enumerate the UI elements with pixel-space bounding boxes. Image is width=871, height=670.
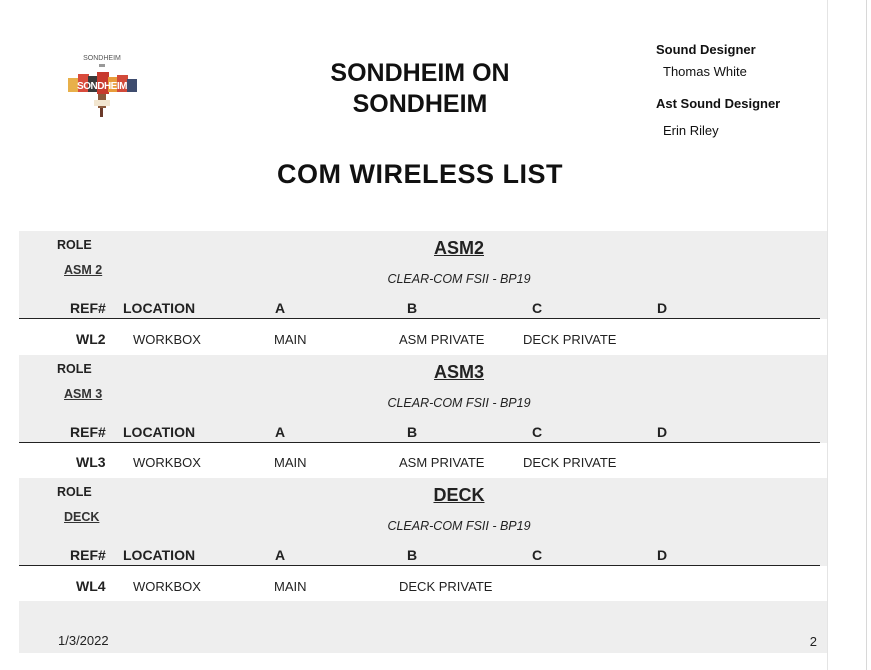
table-row	[19, 443, 827, 478]
ref-cell: WL2	[76, 331, 106, 347]
table-row	[19, 320, 827, 355]
ast-sound-designer-name: Erin Riley	[663, 123, 719, 138]
svg-text:SONDHEIM: SONDHEIM	[83, 55, 121, 62]
group-title: ASM3	[433, 362, 484, 382]
role-value: ASM 3	[64, 387, 103, 401]
page-edge	[866, 0, 867, 670]
col-a-header: A	[275, 424, 286, 440]
page-edge	[827, 0, 828, 670]
col-location-header: LOCATION	[123, 547, 196, 563]
location-cell: WORKBOX	[133, 332, 201, 347]
svg-text:SONDHEIM: SONDHEIM	[77, 81, 127, 92]
col-ref-header: REF#	[70, 300, 106, 316]
table-row	[19, 567, 827, 602]
col-ref-header: REF#	[70, 547, 106, 563]
col-a-header: A	[275, 547, 286, 563]
ast-sound-designer-label: Ast Sound Designer	[656, 96, 781, 111]
a-cell: MAIN	[274, 579, 307, 594]
b-cell: ASM PRIVATE	[399, 455, 485, 470]
ast-sound-designer	[656, 96, 780, 138]
show-logo	[62, 52, 142, 122]
header-divider	[19, 318, 820, 319]
col-a-header: A	[275, 300, 286, 316]
col-c-header: C	[532, 547, 543, 563]
col-b-header: B	[407, 424, 418, 440]
col-d-header: D	[657, 547, 668, 563]
group-title: DECK	[433, 485, 485, 505]
device-name: CLEAR-COM FSII - BP19	[387, 519, 531, 533]
location-cell: WORKBOX	[133, 579, 201, 594]
col-ref-header: REF#	[70, 424, 106, 440]
ref-cell: WL4	[76, 578, 106, 594]
role-label: ROLE	[57, 485, 92, 499]
col-b-header: B	[407, 300, 418, 316]
b-cell: DECK PRIVATE	[399, 579, 493, 594]
role-label: ROLE	[57, 362, 92, 376]
ref-cell: WL3	[76, 454, 106, 470]
col-location-header: LOCATION	[123, 300, 196, 316]
role-value: ASM 2	[64, 263, 103, 277]
group-header	[19, 478, 827, 566]
a-cell: MAIN	[274, 332, 307, 347]
sound-designer	[656, 42, 756, 79]
col-c-header: C	[532, 424, 543, 440]
col-c-header: C	[532, 300, 543, 316]
c-cell: DECK PRIVATE	[523, 332, 617, 347]
group-title: ASM2	[433, 238, 484, 258]
b-cell: ASM PRIVATE	[399, 332, 485, 347]
group-header	[19, 231, 827, 319]
footer-date: 1/3/2022	[58, 633, 109, 648]
location-cell: WORKBOX	[133, 455, 201, 470]
device-name: CLEAR-COM FSII - BP19	[387, 396, 531, 410]
page-number: 2	[809, 634, 817, 649]
show-title: SONDHEIM ON SONDHEIM	[330, 59, 510, 118]
document-title: COM WIRELESS LIST	[276, 159, 563, 189]
col-location-header: LOCATION	[123, 424, 196, 440]
a-cell: MAIN	[274, 455, 307, 470]
c-cell: DECK PRIVATE	[523, 455, 617, 470]
device-name: CLEAR-COM FSII - BP19	[387, 272, 531, 286]
page-footer	[19, 601, 827, 653]
col-d-header: D	[657, 300, 668, 316]
role-value: DECK	[64, 510, 100, 524]
col-d-header: D	[657, 424, 668, 440]
sound-designer-label: Sound Designer	[656, 42, 756, 57]
header-divider	[19, 565, 820, 566]
col-b-header: B	[407, 547, 418, 563]
group-header	[19, 355, 827, 443]
role-label: ROLE	[57, 238, 92, 252]
sound-designer-name: Thomas White	[663, 64, 747, 79]
